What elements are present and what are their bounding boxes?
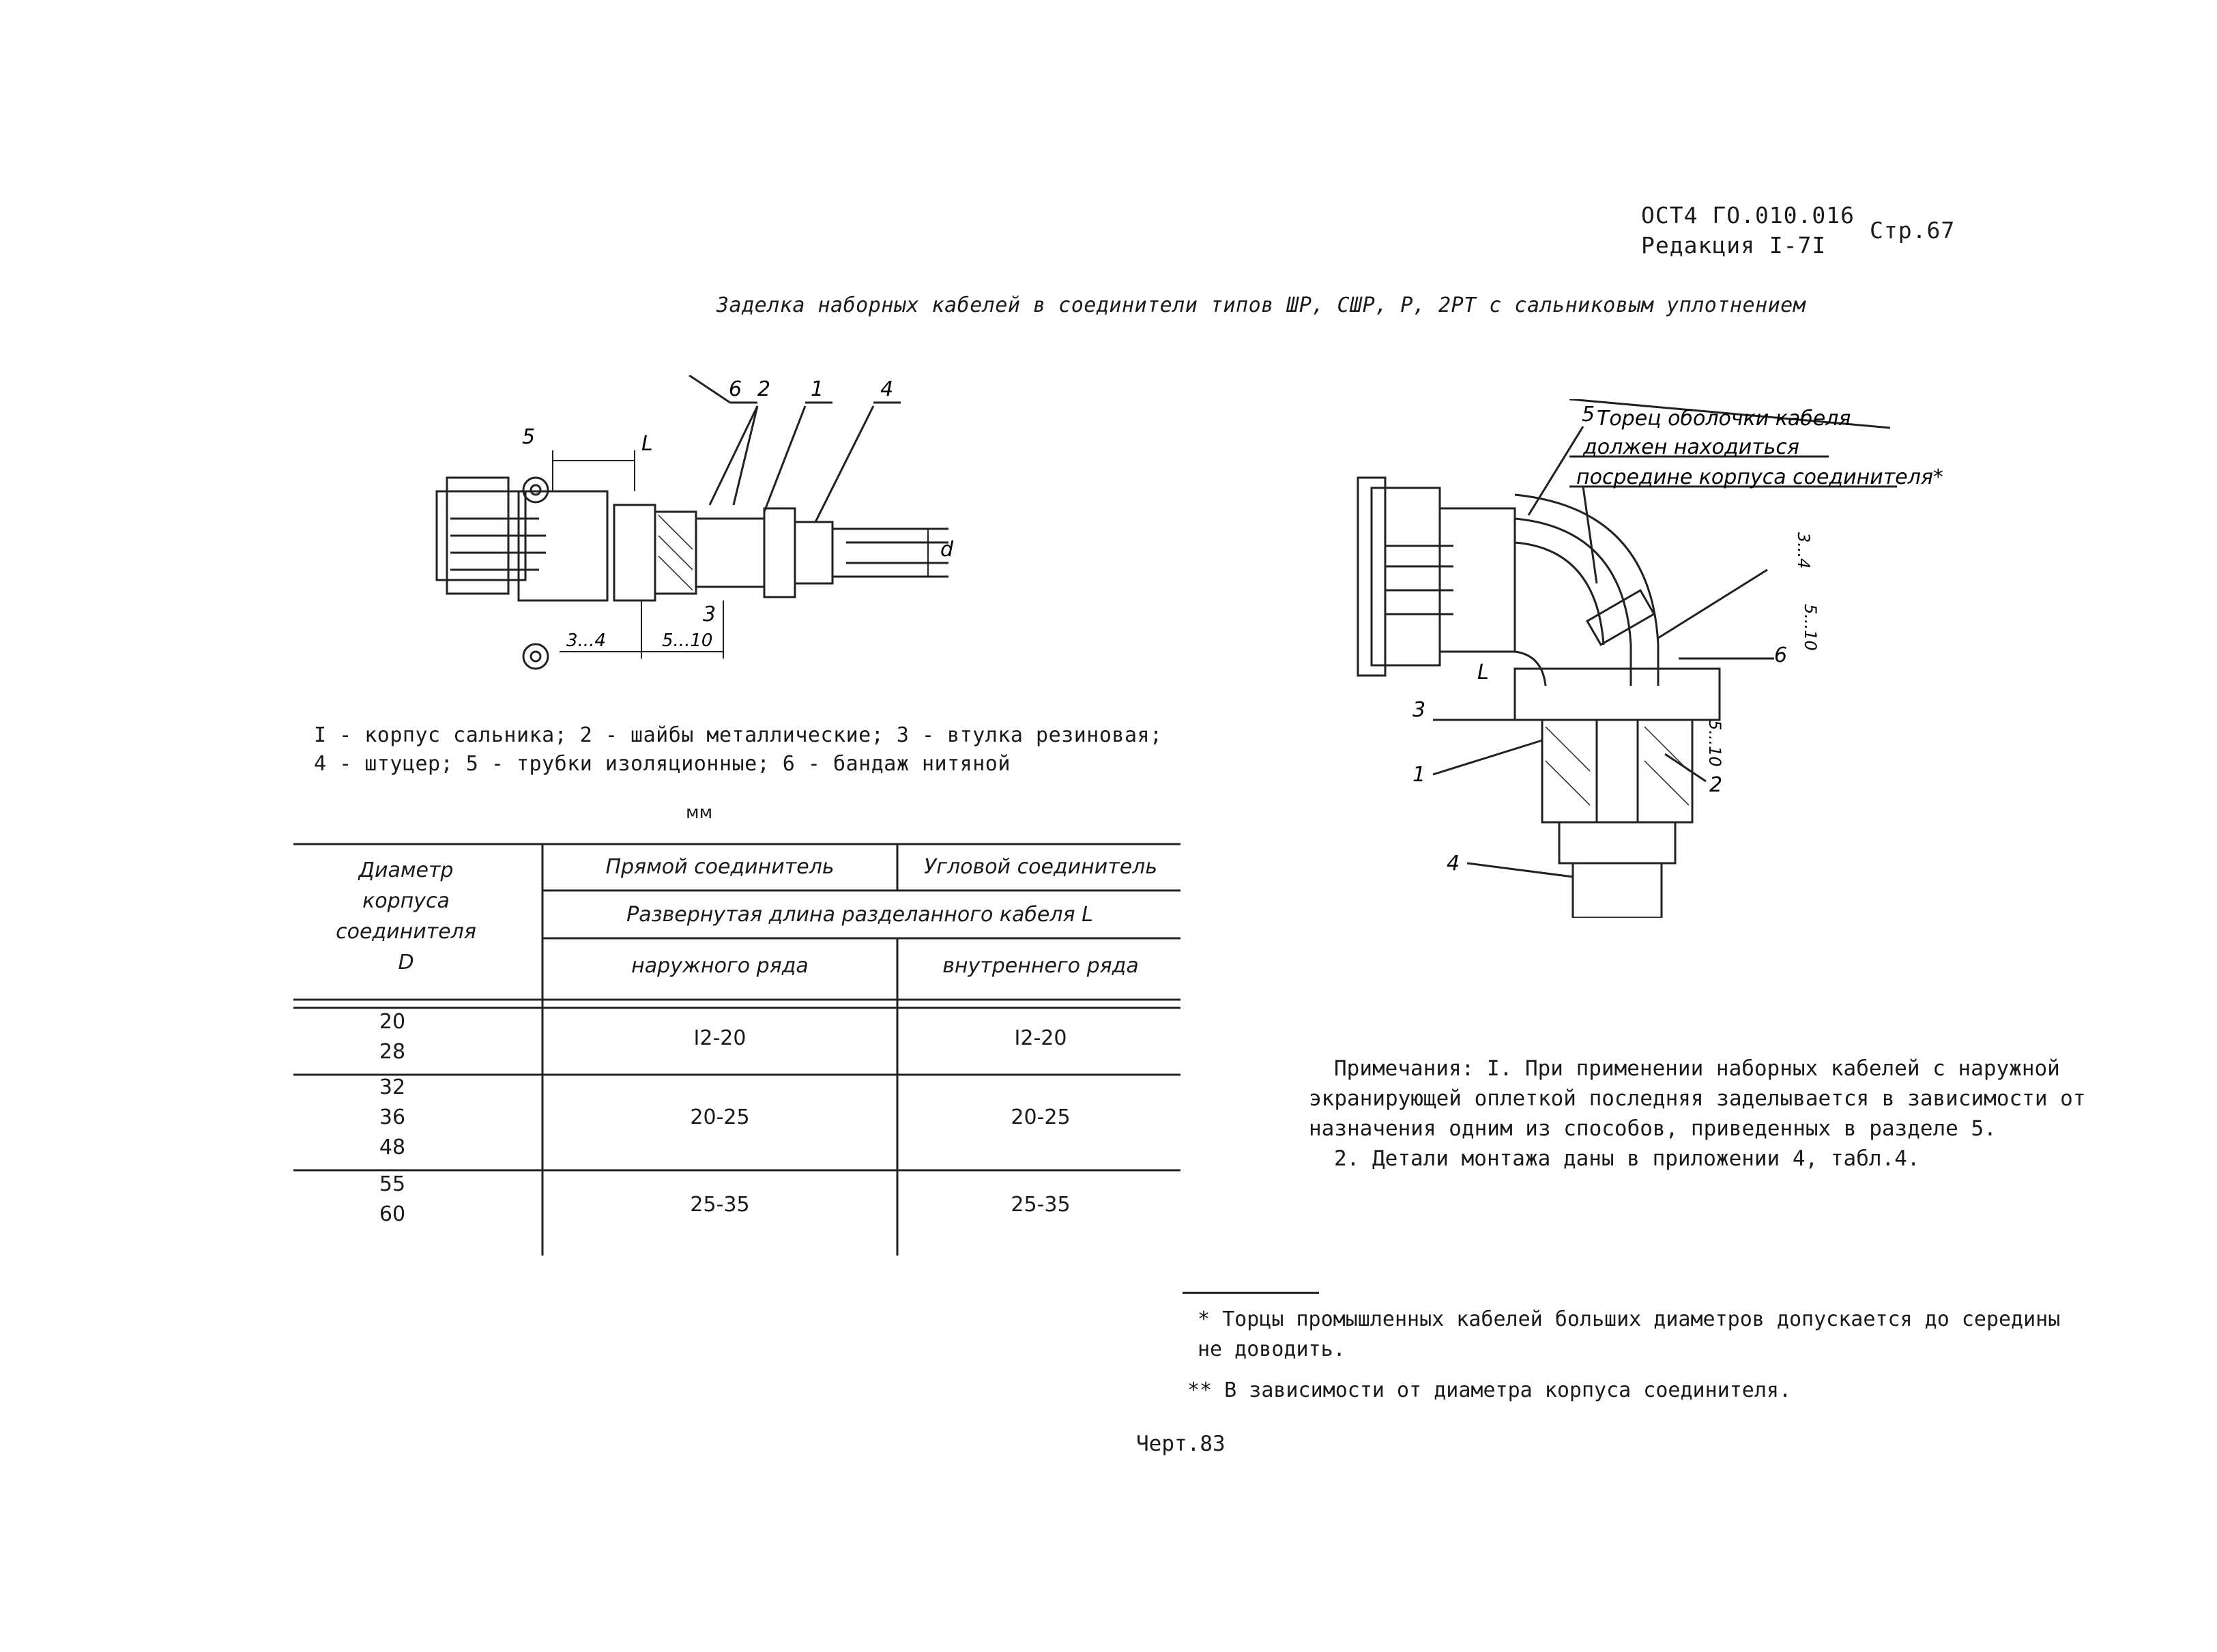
row2-diameter-b: 36 xyxy=(379,1105,406,1129)
callout-5: 5 xyxy=(522,425,536,449)
dimension-L: L xyxy=(641,432,653,456)
footnote-rule xyxy=(1183,1292,1319,1294)
straight-connector-drawing xyxy=(409,375,969,676)
header-diameter-4: D xyxy=(398,951,414,974)
callout-6: 6 xyxy=(1774,643,1788,667)
notes-line-4: 2. Детали монтажа даны в приложении 4, табл.4. xyxy=(1334,1146,1920,1171)
row2-diameter-c: 48 xyxy=(379,1135,406,1159)
header-angular: Угловой соединитель xyxy=(923,855,1158,879)
angular-connector-drawing xyxy=(1296,399,2020,918)
callout-1: 1 xyxy=(1412,763,1426,787)
gland-housing xyxy=(519,491,607,600)
fitting xyxy=(795,522,832,583)
header-diameter-1: Диаметр xyxy=(358,858,454,882)
table-units: мм xyxy=(686,802,713,823)
row3-inner: 25-35 xyxy=(1011,1193,1071,1217)
notes-line-3: назначения одним из способов, приведенных в разделе 5. xyxy=(1309,1116,1997,1141)
document-edition: Редакция I-7I xyxy=(1641,232,1827,259)
header-diameter-3: соединителя xyxy=(336,920,476,944)
elbow-housing xyxy=(1515,495,1658,686)
gland-body xyxy=(1542,720,1692,822)
row3-diameter-a: 55 xyxy=(379,1172,406,1196)
row2-diameter-a: 32 xyxy=(379,1075,406,1099)
dimension-d: d xyxy=(940,538,954,562)
callout-1: 1 xyxy=(811,377,824,401)
row3-diameter-b: 60 xyxy=(379,1202,406,1226)
dimension-5-10: 5...10 xyxy=(662,631,713,651)
dimension-3-4: 3...4 xyxy=(566,631,606,651)
drawing-number: Черт.83 xyxy=(1136,1432,1226,1456)
notes-line-1: Примечания: I. При применении наборных кабелей с наружной xyxy=(1334,1056,2060,1081)
dimension-5-10-lower: 5...10 xyxy=(1705,720,1724,767)
annotation-line-1: Торец оболочки кабеля xyxy=(1597,407,1851,431)
row1-diameter-b: 28 xyxy=(379,1040,406,1064)
row2-outer: 20-25 xyxy=(690,1105,750,1129)
footnote-1-line-1: * Торцы промышленных кабелей больших диаметров допускается до середины xyxy=(1198,1307,2061,1331)
row1-inner: I2-20 xyxy=(1014,1026,1067,1050)
fitting-nut xyxy=(764,508,795,597)
legend-line-1: I - корпус сальника; 2 - шайбы металлические; 3 - втулка резиновая; xyxy=(314,723,1163,747)
row1-diameter-a: 20 xyxy=(379,1010,406,1034)
footnote-1-line-2: не доводить. xyxy=(1198,1337,1346,1361)
page-title: Заделка наборных кабелей в соединители типов ШР, СШР, Р, 2РТ с сальниковым уплотнением xyxy=(716,293,1806,317)
dimension-L: L xyxy=(1477,661,1489,684)
annotation-line-2: должен находиться xyxy=(1583,435,1799,459)
dimension-5-10-upper: 5...10 xyxy=(1801,604,1820,651)
row1-outer: I2-20 xyxy=(693,1026,747,1050)
callout-4: 4 xyxy=(1447,852,1460,875)
footnote-2: ** В зависимости от диаметра корпуса соединителя. xyxy=(1187,1378,1792,1402)
callout-2: 2 xyxy=(1709,773,1723,797)
header-straight: Прямой соединитель xyxy=(605,855,835,879)
header-diameter-2: корпуса xyxy=(362,889,450,913)
row3-outer: 25-35 xyxy=(690,1193,750,1217)
dimension-3-4: 3...4 xyxy=(1794,532,1813,569)
gland-nut xyxy=(1515,669,1720,720)
callout-6: 6 xyxy=(729,377,742,401)
callout-2: 2 xyxy=(757,377,771,401)
callout-3: 3 xyxy=(703,603,716,626)
callout-3: 3 xyxy=(1412,698,1426,722)
header-outer-row: наружного ряда xyxy=(631,954,809,978)
legend-line-2: 4 - штуцер; 5 - трубки изоляционные; 6 - бандаж нитяной xyxy=(314,752,1011,776)
header-span: Развернутая длина разделанного кабеля L xyxy=(626,903,1093,927)
cable-length-table xyxy=(293,836,1194,1259)
annotation-line-3: посредине корпуса соединителя* xyxy=(1576,465,1943,489)
connector-body xyxy=(1372,488,1440,665)
row2-inner: 20-25 xyxy=(1011,1105,1071,1129)
header-inner-row: внутреннего ряда xyxy=(942,954,1139,978)
callout-5: 5 xyxy=(1582,403,1595,426)
page-number: Стр.67 xyxy=(1870,217,1956,244)
notes-line-2: экранирующей оплеткой последняя заделывается в зависимости от xyxy=(1309,1086,2086,1111)
fitting xyxy=(1573,863,1662,918)
document-code: ОСТ4 ГО.010.016 xyxy=(1641,202,1855,229)
callout-4: 4 xyxy=(880,377,894,401)
